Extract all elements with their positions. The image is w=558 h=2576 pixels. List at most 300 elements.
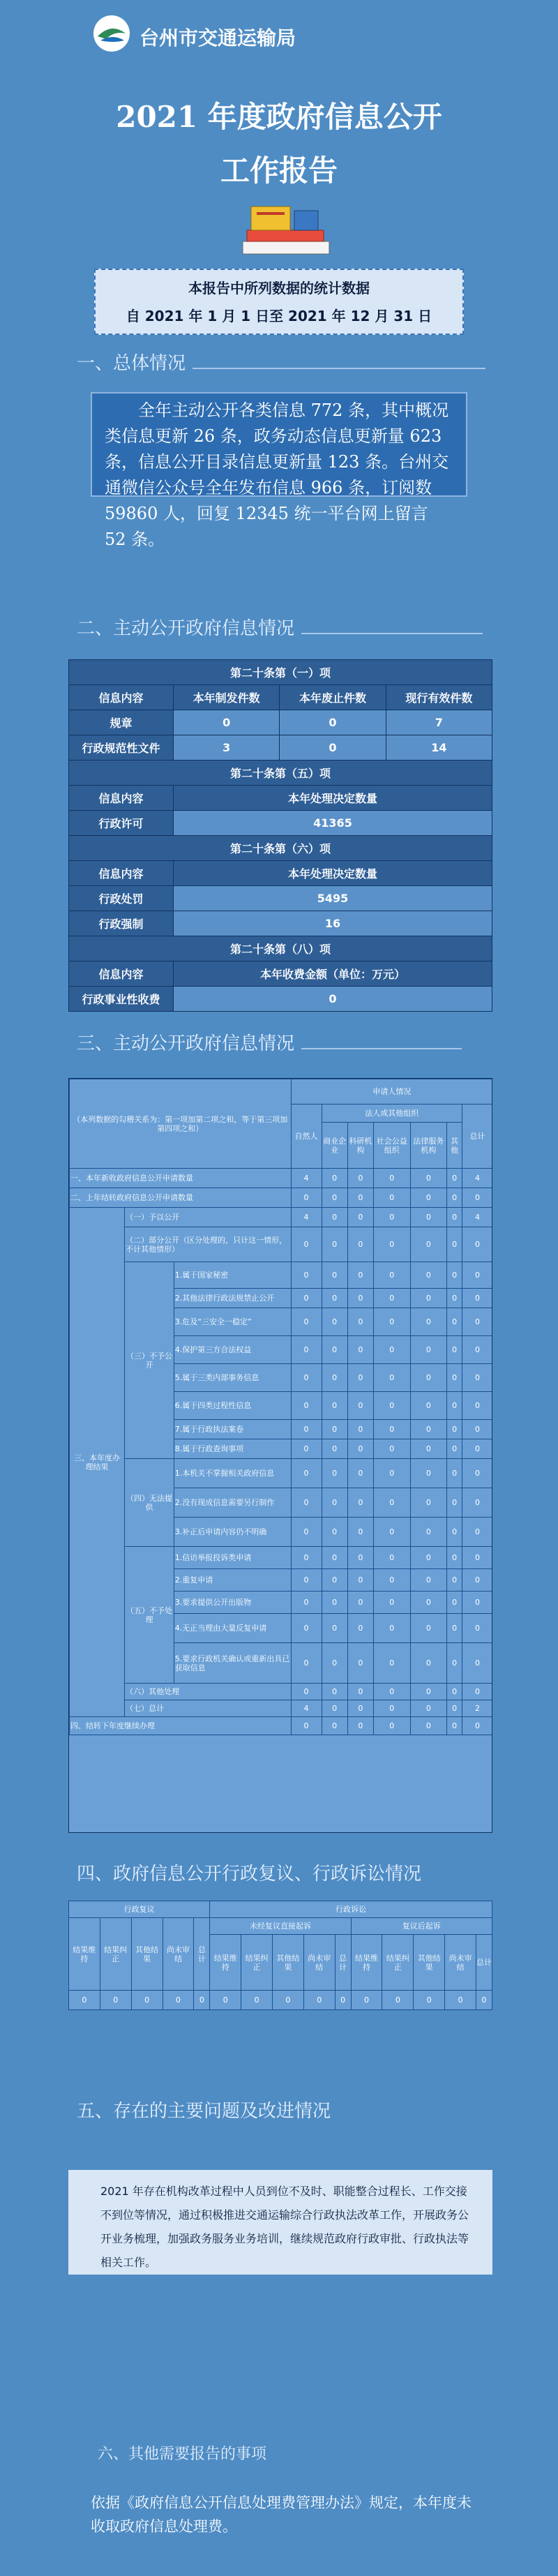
table3-row-label: 1.信访举报投诉类申请 <box>174 1547 291 1569</box>
table3-row-label: 1.属于国家秘密 <box>174 1262 291 1289</box>
table3-cell: 0 <box>447 1684 462 1700</box>
table3-cell: 0 <box>373 1188 410 1208</box>
table3-cell: 0 <box>373 1208 410 1227</box>
section-6-title: 六、其他需要报告的事项 <box>98 2446 267 2463</box>
table3-group-label: （三）不予公开 <box>125 1262 174 1459</box>
table3-cell: 0 <box>322 1439 347 1459</box>
table4-col: 其他结果 <box>131 1918 163 1991</box>
table2-cell: 0 <box>174 710 280 735</box>
table4-litigation-header: 行政诉讼 <box>210 1901 492 1918</box>
table3-cell: 0 <box>291 1227 322 1262</box>
table3-cell: 0 <box>322 1684 347 1700</box>
table3-cell: 0 <box>322 1169 347 1188</box>
table3-col-total: 总计 <box>462 1104 493 1169</box>
table3-row-label: （二）部分公开（区分处理的，只计这一情形，不计其他情形） <box>125 1227 291 1262</box>
section-5-title: 五、存在的主要问题及改进情况 <box>77 2101 331 2122</box>
table3-cell: 0 <box>462 1262 493 1289</box>
table3-cell: 0 <box>291 1547 322 1569</box>
table4-cell: 0 <box>163 1991 194 2010</box>
table-row <box>70 1547 493 1569</box>
table3-cell: 0 <box>322 1459 347 1488</box>
table3-cell: 0 <box>462 1488 493 1518</box>
table3-cell: 0 <box>347 1439 373 1459</box>
table-row <box>70 1684 493 1700</box>
table2-header: 本年制发件数 <box>174 685 280 710</box>
table3-cell: 0 <box>347 1364 373 1392</box>
table3-cell: 0 <box>447 1569 462 1592</box>
table3-cell: 0 <box>410 1289 447 1308</box>
table-row <box>70 1700 493 1717</box>
table3-cell: 0 <box>447 1614 462 1643</box>
table2-header: 本年处理决定数量 <box>174 861 492 886</box>
table3-cell: 0 <box>410 1364 447 1392</box>
table4-cell: 0 <box>335 1991 351 2010</box>
table3-cell: 0 <box>291 1336 322 1364</box>
table3-cell: 2 <box>462 1700 493 1717</box>
table3-cell: 0 <box>447 1169 462 1188</box>
table3-cell: 0 <box>462 1717 493 1735</box>
table3-applicant-header: 申请人情况 <box>291 1079 492 1104</box>
table3-cell: 0 <box>462 1188 493 1208</box>
overview-paragraph: 全年主动公开各类信息 772 条，其中概况类信息更新 26 条，政务动态信息更新量 623 条，信息公开目录信息更新量 123 条。台州交通微信公众号全年发布信息 966 条，订阅数 59860 人，回复 12345 统一平台网上留言 52 条。 <box>91 392 467 497</box>
table3-cell: 0 <box>322 1614 347 1643</box>
page-header <box>0 0 558 98</box>
table4-cell: 0 <box>273 1991 304 2010</box>
table3-cell: 0 <box>410 1488 447 1518</box>
table2-group4-title: 第二十条第（八）项 <box>69 936 492 961</box>
table3-cell: 0 <box>462 1684 493 1700</box>
stats-period-line2: 自 2021 年 1 月 1 日至 2021 年 12 月 31 日 <box>126 308 432 324</box>
table3-cell: 0 <box>373 1488 410 1518</box>
table3-cell: 0 <box>462 1569 493 1592</box>
table3-row-label: 二、上年结转政府信息公开申请数量 <box>70 1188 292 1208</box>
table4-after-header: 复议后起诉 <box>351 1918 492 1935</box>
table4-cell: 0 <box>414 1991 445 2010</box>
table3-cell: 0 <box>373 1700 410 1717</box>
table3-cell: 0 <box>322 1717 347 1735</box>
table4-col: 结果纠正 <box>382 1935 414 1991</box>
table3-cell: 0 <box>410 1188 447 1208</box>
table3-cell: 0 <box>447 1308 462 1336</box>
table2-cell: 行政强制 <box>69 911 174 936</box>
table3-cell: 0 <box>447 1364 462 1392</box>
table3-cell: 0 <box>322 1592 347 1614</box>
table3-row-label: 2.重复申请 <box>174 1569 291 1592</box>
table3-col-legal: 商业企业 <box>322 1123 347 1169</box>
table3-cell: 0 <box>347 1262 373 1289</box>
table3-cell: 0 <box>291 1262 322 1289</box>
table3-cell: 0 <box>447 1717 462 1735</box>
table3-cell: 0 <box>322 1336 347 1364</box>
table2-group1-title: 第二十条第（一）项 <box>69 660 492 685</box>
table3-cell: 0 <box>291 1420 322 1439</box>
table-row <box>70 1188 493 1208</box>
table3-cell: 0 <box>291 1518 322 1547</box>
table3-cell: 0 <box>322 1289 347 1308</box>
table3-row-label: （一）予以公开 <box>125 1208 291 1227</box>
table3-cell: 0 <box>410 1592 447 1614</box>
table3-cell: 0 <box>373 1518 410 1547</box>
table2-header: 本年收费金额（单位：万元） <box>174 961 492 987</box>
table3-row-label: 四、结转下年度继续办理 <box>70 1717 292 1735</box>
table3-cell: 4 <box>462 1208 493 1227</box>
review-litigation-table <box>68 1901 492 2010</box>
table-row <box>69 710 492 735</box>
section-2-title: 二、主动公开政府信息情况 <box>77 618 295 639</box>
table3-cell: 0 <box>322 1518 347 1547</box>
table3-cell: 0 <box>410 1614 447 1643</box>
table3-cell: 4 <box>291 1208 322 1227</box>
table4-cell: 0 <box>194 1991 210 2010</box>
table-row <box>69 811 492 836</box>
table2-group3-title: 第二十条第（六）项 <box>69 836 492 861</box>
stats-period-box <box>94 269 464 335</box>
table3-cell: 0 <box>373 1439 410 1459</box>
table4-cell: 0 <box>100 1991 131 2010</box>
table4-cell: 0 <box>241 1991 273 2010</box>
table3-cell: 0 <box>462 1364 493 1392</box>
table2-cell: 行政许可 <box>69 811 174 836</box>
table3-cell: 0 <box>373 1364 410 1392</box>
table3-cell: 0 <box>373 1547 410 1569</box>
table3-cell: 0 <box>347 1547 373 1569</box>
table3-cell: 4 <box>462 1169 493 1188</box>
table3-cell: 0 <box>347 1188 373 1208</box>
table3-cell: 0 <box>447 1227 462 1262</box>
table3-cell: 0 <box>322 1569 347 1592</box>
table3-side-label: 三、本年度办理结果 <box>70 1208 125 1717</box>
table-row <box>69 735 492 761</box>
table3-row-label: 6.属于四类过程性信息 <box>174 1392 291 1420</box>
table-row <box>69 886 492 911</box>
table3-cell: 0 <box>291 1459 322 1488</box>
table3-cell: 0 <box>410 1392 447 1420</box>
section-1-heading <box>77 349 485 375</box>
table3-cell: 0 <box>373 1459 410 1488</box>
table3-cell: 0 <box>291 1439 322 1459</box>
table2-header: 本年废止件数 <box>280 685 386 710</box>
table3-cell: 0 <box>447 1488 462 1518</box>
table3-cell: 0 <box>322 1547 347 1569</box>
section-2-heading <box>77 614 483 640</box>
table3-cell: 0 <box>347 1592 373 1614</box>
table3-cell: 0 <box>447 1700 462 1717</box>
table3-cell: 0 <box>373 1592 410 1614</box>
table4-col: 尚未审结 <box>163 1918 194 1991</box>
table3-row-label: 4.无正当理由大量反复申请 <box>174 1614 291 1643</box>
table3-cell: 0 <box>410 1169 447 1188</box>
table3-cell: 0 <box>291 1684 322 1700</box>
table3-cell: 0 <box>347 1643 373 1684</box>
table3-cell: 0 <box>447 1592 462 1614</box>
table3-cell: 0 <box>347 1336 373 1364</box>
table-row <box>70 1459 493 1488</box>
table4-col: 其他结果 <box>414 1935 445 1991</box>
table3-cell: 0 <box>410 1700 447 1717</box>
table3-cell: 0 <box>447 1547 462 1569</box>
table-row <box>69 911 492 936</box>
table-row <box>69 987 492 1012</box>
table4-col: 尚未审结 <box>445 1935 476 1991</box>
table3-cell: 0 <box>373 1169 410 1188</box>
table4-review-header: 行政复议 <box>69 1901 210 1918</box>
report-title-line2: 工作报告 <box>220 153 338 188</box>
table-row <box>70 1169 493 1188</box>
table3-cell: 0 <box>462 1308 493 1336</box>
table2-cell: 16 <box>174 911 492 936</box>
table2-header: 现行有效件数 <box>386 685 492 710</box>
table-row <box>70 1262 493 1289</box>
divider <box>301 1048 462 1049</box>
table3-cell: 0 <box>373 1684 410 1700</box>
table3-cell: 0 <box>347 1227 373 1262</box>
table3-cell: 0 <box>291 1569 322 1592</box>
table3-cell: 0 <box>373 1262 410 1289</box>
table3-cell: 0 <box>410 1227 447 1262</box>
table3-cell: 0 <box>347 1459 373 1488</box>
table2-cell: 7 <box>386 710 492 735</box>
table3-cell: 0 <box>410 1717 447 1735</box>
section-4-heading <box>77 1859 421 1885</box>
table3-cell: 0 <box>447 1262 462 1289</box>
section-4-title: 四、政府信息公开行政复议、行政诉讼情况 <box>77 1864 422 1885</box>
table3-row-label: 3.补正后申请内容仍不明确 <box>174 1518 291 1547</box>
table2-cell: 14 <box>386 735 492 761</box>
table4-cell: 0 <box>445 1991 476 2010</box>
table4-cell: 0 <box>382 1991 414 2010</box>
table3-cell: 0 <box>410 1684 447 1700</box>
table3-cell: 0 <box>322 1420 347 1439</box>
table3-cell: 0 <box>447 1420 462 1439</box>
table3-cell: 0 <box>322 1308 347 1336</box>
table2-cell: 5495 <box>174 886 492 911</box>
agency-logo-icon <box>91 13 133 54</box>
table2-cell: 0 <box>280 735 386 761</box>
table-row <box>69 1991 492 2010</box>
table3-cell: 0 <box>347 1717 373 1735</box>
table3-cell: 0 <box>322 1392 347 1420</box>
table3-cell: 0 <box>373 1569 410 1592</box>
table3-row-label: 5.要求行政机关确认或重新出具已获取信息 <box>174 1643 291 1684</box>
table3-row-label: 一、本年新收政府信息公开申请数量 <box>70 1169 292 1188</box>
other-matters-paragraph: 依据《政府信息公开信息处理费管理办法》规定，本年度未收取政府信息处理费。 <box>91 2494 472 2535</box>
table3-cell: 0 <box>410 1308 447 1336</box>
table3-cell: 0 <box>322 1188 347 1208</box>
table3-cell: 0 <box>462 1547 493 1569</box>
table3-col-legal: 法律服务机构 <box>410 1123 447 1169</box>
table3-cell: 0 <box>291 1364 322 1392</box>
table3-cell: 0 <box>410 1439 447 1459</box>
table3-cell: 0 <box>373 1308 410 1336</box>
table3-cell: 0 <box>462 1420 493 1439</box>
table2-cell: 行政规范性文件 <box>69 735 174 761</box>
table3-cell: 0 <box>373 1336 410 1364</box>
table3-cell: 0 <box>410 1262 447 1289</box>
table3-cell: 0 <box>447 1208 462 1227</box>
table3-row-label: 3.危及“三安全一稳定” <box>174 1308 291 1336</box>
table4-col: 总计 <box>194 1918 210 1991</box>
problems-paragraph: 2021 年存在机构改革过程中人员到位不及时、职能整合过程长、工作交接不到位等情况，通过积极推进交通运输综合行政执法改革工作，开展政务公开业务梳理，加强政务服务业务培训，继续规范政府行政审批、行政执法等相关工作。 <box>68 2170 492 2275</box>
section-6-heading <box>98 2442 266 2464</box>
table2-header: 本年处理决定数量 <box>174 786 492 811</box>
table3-cell: 0 <box>462 1392 493 1420</box>
table4-col: 其他结果 <box>273 1935 304 1991</box>
table2-group2-title: 第二十条第（五）项 <box>69 761 492 786</box>
table3-cell: 0 <box>462 1459 493 1488</box>
table2-cell: 3 <box>174 735 280 761</box>
stats-period-line1: 本报告中所列数据的统计数据 <box>188 280 370 297</box>
table4-col: 总计 <box>476 1935 492 1991</box>
table4-cell: 0 <box>476 1991 492 2010</box>
table4-cell: 0 <box>351 1991 382 2010</box>
table3-cell: 0 <box>373 1227 410 1262</box>
table3-cell: 0 <box>447 1643 462 1684</box>
proactive-disclosure-table <box>68 659 492 1012</box>
report-title-line1: 2021 年度政府信息公开 <box>116 100 442 134</box>
table4-col: 结果维持 <box>351 1935 382 1991</box>
table3-cell: 0 <box>373 1717 410 1735</box>
table3-group-label: （五）不予处理 <box>125 1547 174 1684</box>
table3-cell: 0 <box>291 1392 322 1420</box>
table3-col-legal: 科研机构 <box>347 1123 373 1169</box>
table3-cell: 0 <box>291 1289 322 1308</box>
table4-cell: 0 <box>210 1991 241 2010</box>
table2-header: 信息内容 <box>69 961 174 987</box>
section-5-heading <box>77 2097 331 2122</box>
divider <box>193 368 485 369</box>
divider <box>301 633 483 634</box>
table3-cell: 0 <box>347 1289 373 1308</box>
table2-cell: 0 <box>174 987 492 1012</box>
table3-cell: 0 <box>447 1392 462 1420</box>
table3-cell: 0 <box>410 1547 447 1569</box>
table3-cell: 0 <box>462 1336 493 1364</box>
table3-row-label: 2.其他法律行政法规禁止公开 <box>174 1289 291 1308</box>
table3-row-label: 3.要求提供公开出版物 <box>174 1592 291 1614</box>
table3-cell: 0 <box>322 1488 347 1518</box>
table3-cell: 0 <box>373 1392 410 1420</box>
table3-group-label: （四）无法提供 <box>125 1459 174 1547</box>
table3-cell: 0 <box>347 1684 373 1700</box>
table3-cell: 0 <box>347 1518 373 1547</box>
table4-cell: 0 <box>131 1991 163 2010</box>
table3-cell: 0 <box>462 1592 493 1614</box>
table3-legal-header: 法人或其他组织 <box>322 1104 462 1123</box>
table3-cell: 4 <box>291 1169 322 1188</box>
table3-cell: 0 <box>347 1208 373 1227</box>
table3-cell: 0 <box>291 1188 322 1208</box>
table3-row-label: 5.属于三类内部事务信息 <box>174 1364 291 1392</box>
table3-cell: 0 <box>410 1336 447 1364</box>
table4-direct-header: 未经复议直接起诉 <box>210 1918 351 1935</box>
table3-cell: 4 <box>291 1700 322 1717</box>
table4-col: 结果维持 <box>210 1935 241 1991</box>
table3-col-legal: 其他 <box>447 1123 462 1169</box>
table3-row-label: 8.属于行政查询事项 <box>174 1439 291 1459</box>
table-row <box>70 1227 493 1262</box>
table3-cell: 0 <box>462 1614 493 1643</box>
table3-cell: 0 <box>347 1169 373 1188</box>
table3-cell: 0 <box>410 1459 447 1488</box>
table3-cell: 0 <box>291 1308 322 1336</box>
table3-cell: 0 <box>347 1488 373 1518</box>
table3-cell: 0 <box>291 1488 322 1518</box>
table3-cell: 0 <box>347 1420 373 1439</box>
table4-col: 总计 <box>335 1935 351 1991</box>
table3-col-natural: 自然人 <box>291 1104 322 1169</box>
table2-cell: 行政处罚 <box>69 886 174 911</box>
table3-col-legal: 社会公益组织 <box>373 1123 410 1169</box>
table3-cell: 0 <box>347 1308 373 1336</box>
table3-cell: 0 <box>373 1643 410 1684</box>
table3-cell: 0 <box>410 1420 447 1439</box>
table2-header: 信息内容 <box>69 786 174 811</box>
table2-header: 信息内容 <box>69 685 174 710</box>
table3-row-label: （七）总计 <box>125 1700 291 1717</box>
table2-cell: 41365 <box>174 811 492 836</box>
table3-cell: 0 <box>322 1227 347 1262</box>
table3-cell: 0 <box>322 1364 347 1392</box>
table3-cell: 0 <box>322 1208 347 1227</box>
table3-cell: 0 <box>447 1459 462 1488</box>
table3-cell: 0 <box>373 1614 410 1643</box>
section-3-title: 三、主动公开政府信息情况 <box>77 1033 295 1054</box>
table3-row-label: 2.没有现成信息需要另行制作 <box>174 1488 291 1518</box>
table3-corner: （本列数据的勾稽关系为：第一项加第二项之和，等于第三项加第四项之和） <box>70 1079 292 1169</box>
table3-cell: 0 <box>347 1700 373 1717</box>
table3-cell: 0 <box>462 1643 493 1684</box>
table3-cell: 0 <box>447 1336 462 1364</box>
books-illustration-icon <box>237 202 335 258</box>
table3-cell: 0 <box>322 1700 347 1717</box>
table-row <box>70 1208 493 1227</box>
table3-cell: 0 <box>291 1592 322 1614</box>
table4-col: 结果纠正 <box>241 1935 273 1991</box>
section-1-title: 一、总体情况 <box>77 353 186 374</box>
table3-cell: 0 <box>347 1392 373 1420</box>
table3-row-label: 4.保护第三方合法权益 <box>174 1336 291 1364</box>
table3-cell: 0 <box>291 1614 322 1643</box>
table3-cell: 0 <box>462 1227 493 1262</box>
table3-row-label: （六）其他处理 <box>125 1684 291 1700</box>
table3-cell: 0 <box>462 1518 493 1547</box>
table3-cell: 0 <box>410 1518 447 1547</box>
application-handling-table <box>68 1078 492 1833</box>
table-row <box>70 1717 493 1735</box>
table3-row-label: 1.本机关不掌握相关政府信息 <box>174 1459 291 1488</box>
table3-cell: 0 <box>447 1289 462 1308</box>
table3-cell: 0 <box>291 1717 322 1735</box>
table2-header: 信息内容 <box>69 861 174 886</box>
table3-cell: 0 <box>462 1289 493 1308</box>
table3-cell: 0 <box>373 1289 410 1308</box>
table2-cell: 0 <box>280 710 386 735</box>
table4-col: 结果纠正 <box>100 1918 131 1991</box>
table3-cell: 0 <box>322 1262 347 1289</box>
table3-cell: 0 <box>447 1518 462 1547</box>
table2-cell: 规章 <box>69 710 174 735</box>
table3-cell: 0 <box>410 1643 447 1684</box>
agency-name: 台州市交通运输局 <box>140 27 296 50</box>
table3-cell: 0 <box>322 1643 347 1684</box>
table3-cell: 0 <box>447 1439 462 1459</box>
table4-col: 结果维持 <box>69 1918 100 1991</box>
table4-col: 尚未审结 <box>303 1935 335 1991</box>
table3-cell: 0 <box>462 1439 493 1459</box>
table4-cell: 0 <box>69 1991 100 2010</box>
table3-cell: 0 <box>410 1208 447 1227</box>
table3-cell: 0 <box>373 1420 410 1439</box>
